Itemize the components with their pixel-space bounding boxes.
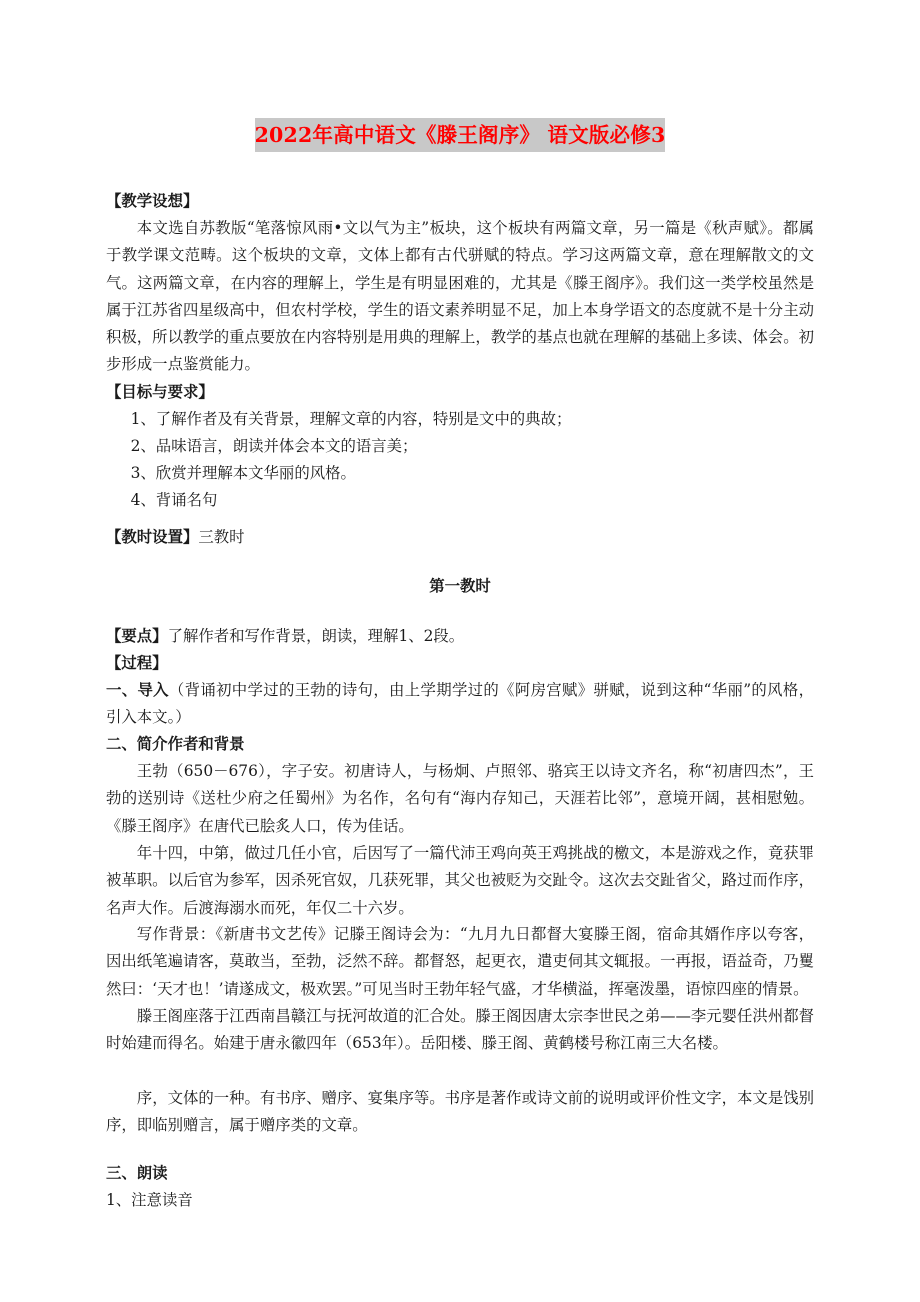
key-points-heading: 【要点】	[106, 627, 168, 645]
periods-heading: 【教时设置】	[106, 528, 199, 546]
process-heading: 【过程】	[106, 654, 168, 672]
step-two-heading: 二、简介作者和背景	[106, 735, 245, 753]
life-paragraph: 年十四，中第，做过几任小官，后因写了一篇代沛王鸡向英王鸡挑战的檄文，本是游戏之作，竟获罪被革职。以后官为参军，因杀死官奴，几获死罪，其父也被贬为交趾令。这次去交趾省父，路过而作序，名声大作。后渡海溺水而死，年仅二十六岁。	[106, 844, 814, 917]
periods-value: 三教时	[198, 528, 245, 546]
key-points-value: 了解作者和写作背景，朗读，理解1、2段。	[167, 627, 465, 645]
periods-line	[106, 524, 814, 551]
lesson-one-title: 第一教时	[429, 577, 491, 595]
objective-item-1: 1、了解作者及有关背景，理解文章的内容，特别是文中的典故；	[130, 410, 572, 428]
step-one-heading: 一、导入	[106, 681, 169, 699]
teaching-idea-body: 本文选自苏教版“笔落惊风雨•文以气为主”板块，这个板块有两篇文章，另一篇是《秋声赋》。都属于教学课文范畴。这个板块的文章，文体上都有古代骈赋的特点。学习这两篇文章，意在理解散文的文气。这两篇文章，在内容的理解上，学生是有明显困难的，尤其是《滕王阁序》。我们这一类学校虽然是属于江苏省四星级高中，但农村学校，学生的语文素养明显不足，加上本身学语文的态度就不是十分主动积极，所以教学的重点要放在内容特别是用典的理解上，教学的基点也就在理解的基础上多读、体会。初步形成一点鉴赏能力。	[106, 219, 814, 374]
preface-paragraph: 序，文体的一种。有书序、赠序、宴集序等。书序是著作或诗文前的说明或评价性文字，本文是饯别序，即临别赠言，属于赠序类的文章。	[106, 1089, 814, 1135]
step-three-heading: 三、朗读	[106, 1164, 168, 1182]
objectives-heading: 【目标与要求】	[106, 383, 214, 401]
step-one-line	[106, 677, 814, 732]
step-one-note: （背诵初中学过的王勃的诗句，由上学期学过的《阿房宫赋》骈赋，说到这种“华丽”的风格，引入本文。）	[106, 681, 814, 727]
pavilion-paragraph: 滕王阁座落于江西南昌赣江与抚河故道的汇合处。滕王阁因唐太宗李世民之弟——李元婴任洪州都督时始建而得名。始建于唐永徽四年（653年）。岳阳楼、滕王阁、黄鹤楼号称江南三大名楼。	[106, 1007, 814, 1053]
page-title-text: 2022年高中语文《滕王阁序》 语文版必修3	[255, 118, 666, 152]
page-title	[106, 118, 814, 152]
key-points-line	[106, 623, 814, 650]
objective-item-2: 2、品味语言，朗读并体会本文的语言美；	[130, 437, 418, 455]
step-three-item: 1、注意读音	[106, 1191, 193, 1209]
author-paragraph: 王勃（650－676），字子安。初唐诗人，与杨炯、卢照邻、骆宾王以诗文齐名，称“初唐四杰”，王勃的送别诗《送杜少府之任蜀州》为名作，名句有“海内存知己，天涯若比邻”，意境开阔，甚相慰勉。《滕王阁序》在唐代已脍炙人口，传为佳话。	[106, 762, 814, 835]
background-paragraph: 写作背景：《新唐书文艺传》记滕王阁诗会为：“九月九日都督大宴滕王阁，宿命其婿作序以夸客，因出纸笔遍请客，莫敢当，至勃，泛然不辞。都督怒，起更衣，遣吏伺其文辄报。一再报，语益奇，乃矍然曰：‘天才也！’请遂成文，极欢罢。”可见当时王勃年轻气盛，才华横溢，挥毫泼墨，语惊四座的情景。	[106, 925, 814, 998]
objective-item-4: 4、背诵名句	[130, 491, 218, 509]
objective-item-3: 3、欣赏并理解本文华丽的风格。	[130, 464, 356, 482]
teaching-idea-heading: 【教学设想】	[106, 192, 199, 210]
